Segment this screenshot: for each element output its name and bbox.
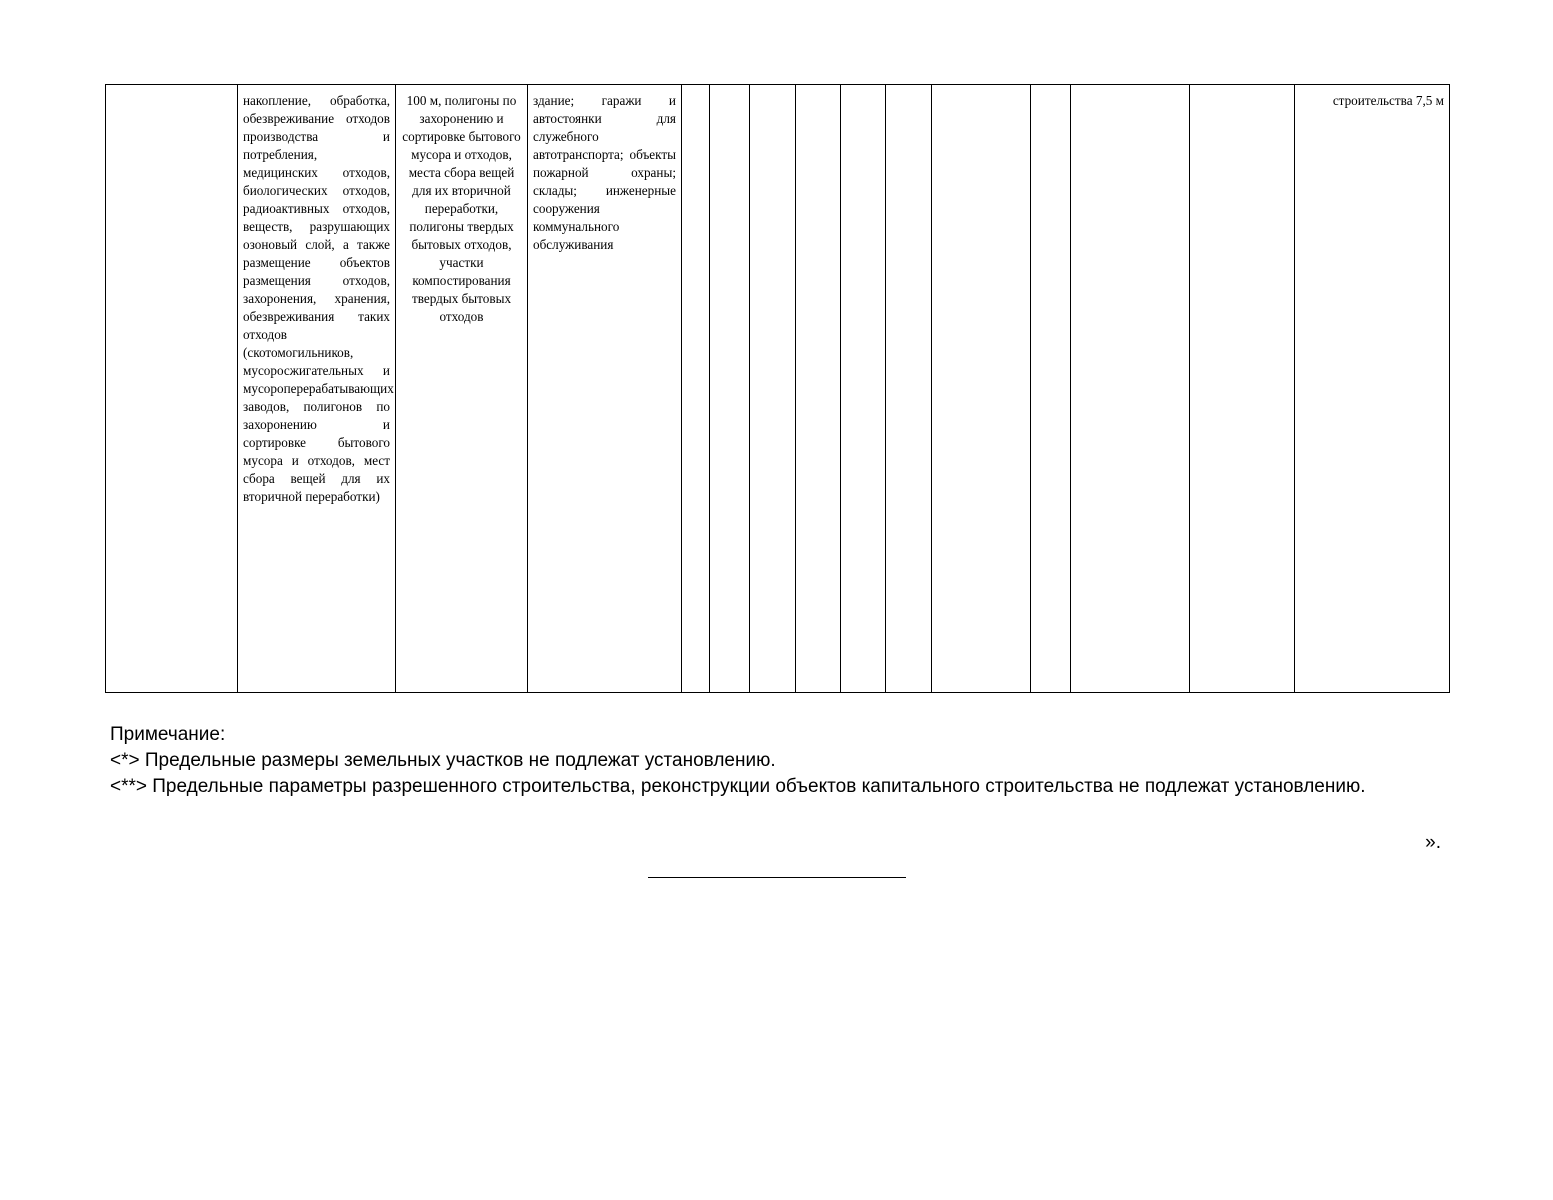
regulations-table	[105, 84, 1450, 693]
notes-heading: Примечание:	[110, 724, 226, 745]
table-cell-zone	[106, 85, 238, 693]
table-cell-empty	[710, 85, 750, 693]
note-construction-params: <**> Предельные параметры разрешенного строительства, реконструкции объектов капитального строительства не подлежат установлению.	[110, 776, 1366, 797]
table-cell-empty	[1031, 85, 1071, 693]
table-cell-empty	[1071, 85, 1190, 693]
table-cell-permitted-use: накопление, обработка, обезвреживание отходов производства и потребления, медицинских отходов, биологических отходов, радиоактивных отходов, веществ, разрушающих озоновый слой, а также размещение объектов размещения отходов, захоронения, хранения, обезвреживания таких отходов (скотомогильников, мусоросжигательных и мусороперерабатывающих заводов, полигонов по захоронению и сортировке бытового мусора и отходов, мест сбора вещей для их вторичной переработки)	[238, 85, 396, 693]
closing-quote: ».	[1425, 832, 1441, 853]
table-cell-sanitary-zone: 100 м, полигоны по захоронению и сортировке бытового мусора и отходов, места сбора вещей для их вторичной переработки, полигоны твердых бытовых отходов, участки компостирования твердых бытовых отходов	[396, 85, 528, 693]
table-cell-empty	[841, 85, 886, 693]
table-cell-empty	[796, 85, 841, 693]
table-cell-height-limit: строительства 7,5 м	[1295, 85, 1450, 693]
note-lot-size: <*> Предельные размеры земельных участков не подлежат установлению.	[110, 750, 776, 771]
table-cell-empty	[932, 85, 1031, 693]
notes-section	[110, 722, 1441, 800]
table-cell-empty	[886, 85, 932, 693]
table-cell-empty	[682, 85, 710, 693]
table-cell-empty	[750, 85, 796, 693]
table-row	[106, 85, 1450, 693]
table-cell-auxiliary-use: здание; гаражи и автостоянки для служебного автотранспорта; объекты пожарной охраны; склады; инженерные сооружения коммунального обслуживания	[528, 85, 682, 693]
end-divider	[648, 877, 906, 878]
table-cell-empty	[1190, 85, 1295, 693]
